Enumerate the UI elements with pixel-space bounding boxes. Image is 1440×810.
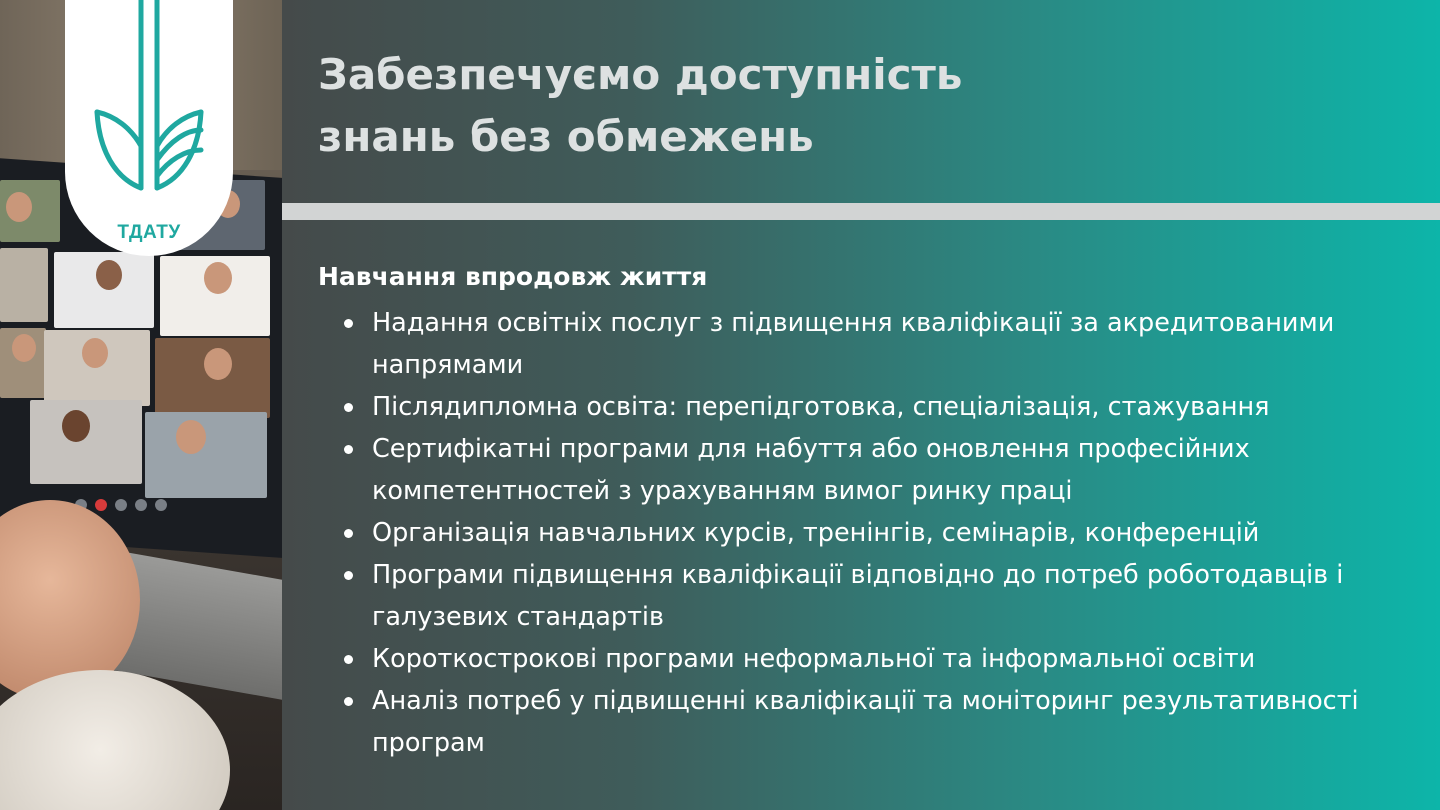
list-item [318,680,1428,764]
sleeve [0,670,230,810]
list-item [318,302,1428,386]
list-item [318,428,1428,512]
list-item [318,554,1428,638]
page-title [318,44,1398,168]
participant-face [62,410,90,442]
list-item [318,386,1428,428]
title-line-2: знань без обмежень [318,112,814,161]
participants-icon [135,499,147,511]
bullet-icon [344,655,353,664]
list-item [318,638,1428,680]
participant-tile [145,412,267,498]
participant-face [6,192,32,222]
section-heading: Навчання впродовж життя [318,262,708,291]
bullet-icon [344,445,353,454]
wheat-logo-icon [65,0,233,220]
participant-face [176,420,206,454]
bullet-icon [344,529,353,538]
list-item-text: Програми підвищення кваліфікації відповідно до потреб роботодавців і галузевих стандартів [372,560,1344,632]
gear-icon [155,499,167,511]
logo-text: ТДАТУ [117,222,181,243]
participant-face [12,334,36,362]
bullet-icon [344,697,353,706]
services-list [318,302,1428,764]
title-line-1: Забезпечуємо доступність [318,50,963,99]
content-panel [282,0,1440,810]
video-icon [115,499,127,511]
participant-tile [0,248,48,322]
university-logo [65,0,233,256]
bullet-icon [344,319,353,328]
call-toolbar [75,494,215,516]
list-item-text: Післядипломна освіта: перепідготовка, спеціалізація, стажування [372,392,1270,422]
participant-face [82,338,108,368]
bullet-icon [344,403,353,412]
bullet-icon [344,571,353,580]
divider [282,203,1440,220]
participant-face [204,262,232,294]
list-item-text: Надання освітніх послуг з підвищення кваліфікації за акредитованими напрямами [372,308,1335,380]
participant-tile [30,400,142,484]
list-item-text: Сертифікатні програми для набуття або оновлення професійних компетентностей з урахуванням вимог ринку праці [372,434,1250,506]
list-item-text: Аналіз потреб у підвищенні кваліфікації та моніторинг результативності програм [372,686,1359,758]
participant-face [96,260,122,290]
hang-up-icon [95,499,107,511]
participant-face [204,348,232,380]
list-item-text: Короткострокові програми неформальної та інформальної освіти [372,644,1256,674]
list-item-text: Організація навчальних курсів, тренінгів, семінарів, конференцій [372,518,1260,548]
list-item [318,512,1428,554]
